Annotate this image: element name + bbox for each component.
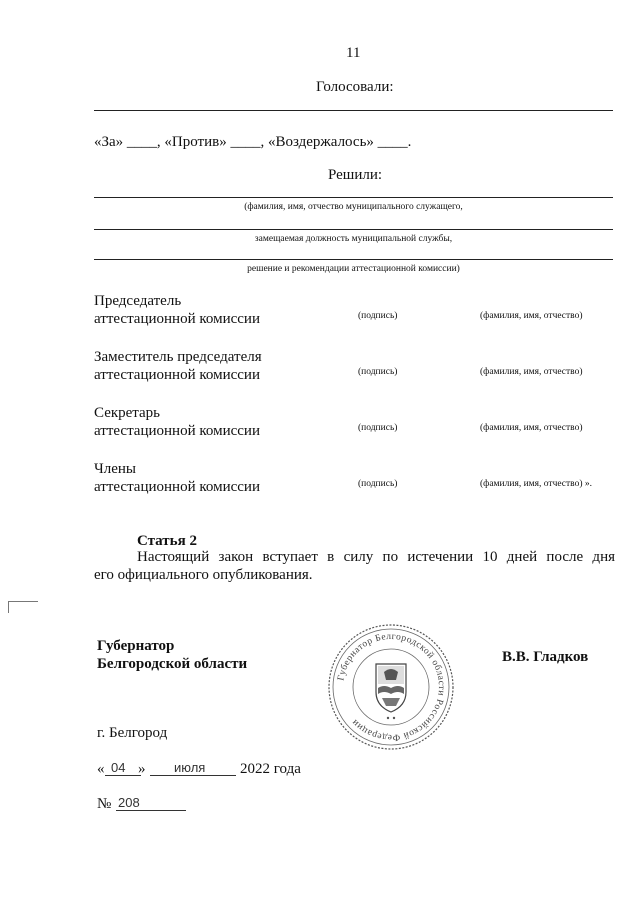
fio-caption: (фамилия, имя, отчество) — [480, 367, 583, 377]
caption-decision: решение и рекомендации аттестационной комиссии) — [247, 264, 460, 274]
decision-line-1 — [94, 197, 613, 198]
role-line1: Заместитель председателя — [94, 349, 262, 365]
role-line2: аттестационной комиссии — [94, 311, 260, 327]
official-seal — [326, 622, 456, 752]
fio-caption: (фамилия, имя, отчество) ». — [480, 479, 593, 489]
voted-heading: Голосовали: — [316, 79, 394, 95]
date-day: 04 — [111, 760, 126, 775]
fio-caption: (фамилия, имя, отчество) — [480, 311, 583, 321]
signature-caption: (подпись) — [358, 423, 398, 433]
caption-position: замещаемая должность муниципальной службы, — [254, 234, 453, 244]
page-number: 11 — [346, 45, 361, 61]
date-month-underline — [150, 775, 236, 776]
article-text-line2: его официального опубликования. — [94, 567, 313, 583]
fio-caption: (фамилия, имя, отчество) — [480, 423, 583, 433]
date-month: июля — [174, 760, 206, 775]
article-title: Статья 2 — [137, 533, 197, 549]
article-text-line1: Настоящий закон вступает в силу по истечении 10 дней после дня — [137, 549, 615, 565]
scan-mark — [8, 601, 38, 602]
role-line2: аттестационной комиссии — [94, 423, 260, 439]
role-line1: Секретарь — [94, 405, 161, 421]
governor-title-line1: Губернатор — [97, 638, 175, 654]
decision-line-2 — [94, 229, 613, 230]
number-value: 208 — [118, 795, 140, 810]
signature-caption: (подпись) — [358, 311, 398, 321]
decided-heading: Решили: — [328, 167, 383, 183]
role-line2: аттестационной комиссии — [94, 479, 260, 495]
number-underline — [116, 810, 186, 811]
vote-line: «За» ____, «Против» ____, «Воздержалось» ____. — [94, 134, 412, 150]
role-line1: Председатель — [94, 293, 182, 309]
date-close-quote: » — [138, 761, 146, 777]
governor-title-line2: Белгородской области — [97, 656, 248, 672]
city: г. Белгород — [97, 725, 168, 741]
role-line2: аттестационной комиссии — [94, 367, 260, 383]
seal-ring-text: Губернатор Белгородской области Российской Федерации — [336, 631, 447, 743]
seal-icon — [326, 622, 456, 752]
signature-caption: (подпись) — [358, 479, 398, 489]
governor-name: В.В. Гладков — [502, 649, 589, 665]
scan-mark — [8, 601, 9, 613]
date-year: 2022 года — [240, 761, 301, 777]
voted-line — [94, 110, 613, 111]
date-open-quote: « — [97, 761, 105, 777]
decision-line-3 — [94, 259, 613, 260]
date-day-underline — [105, 775, 141, 776]
role-line1: Члены — [94, 461, 136, 477]
caption-name: (фамилия, имя, отчество муниципального служащего, — [244, 202, 463, 212]
signature-caption: (подпись) — [358, 367, 398, 377]
number-sign: № — [97, 796, 112, 812]
